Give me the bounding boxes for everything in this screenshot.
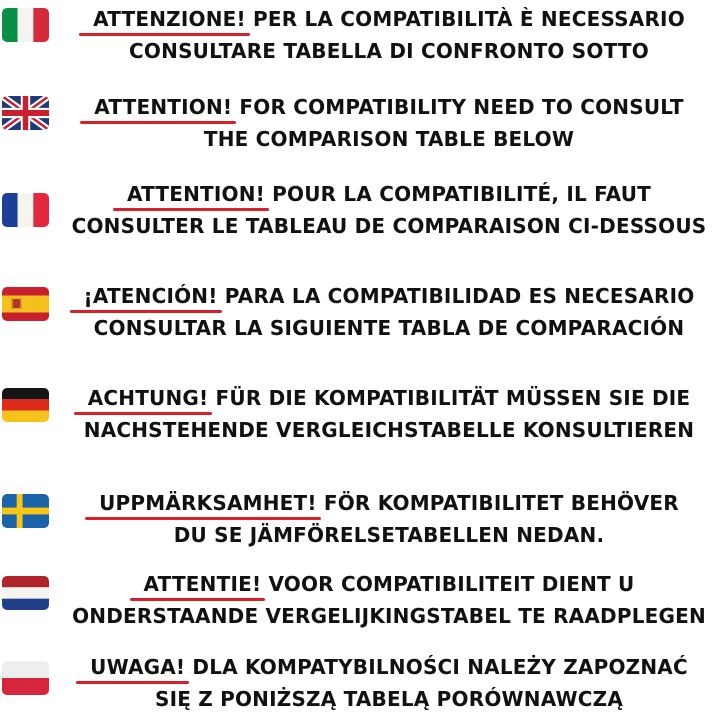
poland-flag-icon [2, 661, 49, 695]
notice-es [0, 283, 720, 353]
notice-line1 [58, 94, 720, 120]
notice-line1 [58, 385, 720, 411]
notice-line1-text: PER LA COMPATIBILITÀ È NECESSARIO [245, 7, 685, 31]
notice-keyword: UPPMÄRKSAMHET! [99, 491, 317, 515]
notice-line2: NACHSTEHENDE VERGLEICHSTABELLE KONSULTIEREN [83, 418, 695, 442]
notice-it [0, 6, 720, 76]
france-flag-icon [2, 193, 49, 227]
notice-pl [0, 654, 720, 724]
notice-sv [0, 490, 720, 560]
notice-line1 [58, 654, 720, 680]
notice-line1-text: VOOR COMPATIBILITEIT DIENT U [261, 572, 635, 596]
notice-line1 [58, 571, 720, 597]
spain-flag-icon [2, 287, 49, 321]
notice-line2: CONSULTARE TABELLA DI CONFRONTO SOTTO [129, 39, 649, 63]
notice-line1-text: FOR COMPATIBILITY NEED TO CONSULT [232, 95, 684, 119]
notice-line1 [58, 490, 720, 516]
notice-fr [0, 181, 720, 251]
sweden-flag-icon [2, 494, 49, 528]
notice-de [0, 385, 720, 455]
notice-line1-text: POUR LA COMPATIBILITÉ, IL FAUT [264, 182, 652, 206]
notice-keyword: ATTENTION! [94, 95, 233, 119]
italy-flag-icon [2, 8, 49, 42]
notice-keyword: UWAGA! [90, 655, 186, 679]
notice-line2: DU SE JÄMFÖRELSETABELLEN NEDAN. [173, 523, 605, 547]
notice-line2: THE COMPARISON TABLE BELOW [203, 127, 575, 151]
notice-line2: CONSULTER LE TABLEAU DE COMPARAISON CI-DESSOUS [71, 214, 707, 238]
uk-flag-icon [2, 96, 49, 130]
notice-nl [0, 571, 720, 641]
notice-keyword: ATTENZIONE! [93, 7, 246, 31]
notice-en [0, 94, 720, 164]
notice-keyword: ATTENTIE! [143, 572, 262, 596]
notice-line1 [58, 6, 720, 32]
notice-line2: ONDERSTAANDE VERGELIJKINGSTABEL TE RAADPLEGEN [72, 604, 706, 628]
notice-keyword: ¡ATENCIÓN! [83, 284, 218, 308]
notice-line2: SIĘ Z PONIŻSZĄ TABELĄ PORÓWNAWCZĄ [154, 687, 624, 711]
notice-line1-text: PARA LA COMPATIBILIDAD ES NECESARIO [217, 284, 695, 308]
notice-line2: CONSULTAR LA SIGUIENTE TABLA DE COMPARACIÓN [93, 316, 685, 340]
netherlands-flag-icon [2, 576, 49, 610]
germany-flag-icon [2, 388, 49, 422]
notice-line1-text: FÖR KOMPATIBILITET BEHÖVER [316, 491, 679, 515]
notice-line1-text: DLA KOMPATYBILNOŚCI NALEŻY ZAPOZNAĆ [185, 655, 688, 679]
notice-keyword: ATTENTION! [126, 182, 265, 206]
notice-line1 [58, 283, 720, 309]
notice-line1-text: FÜR DIE KOMPATIBILITÄT MÜSSEN SIE DIE [208, 386, 691, 410]
notice-line1 [58, 181, 720, 207]
notice-keyword: ACHTUNG! [87, 386, 209, 410]
